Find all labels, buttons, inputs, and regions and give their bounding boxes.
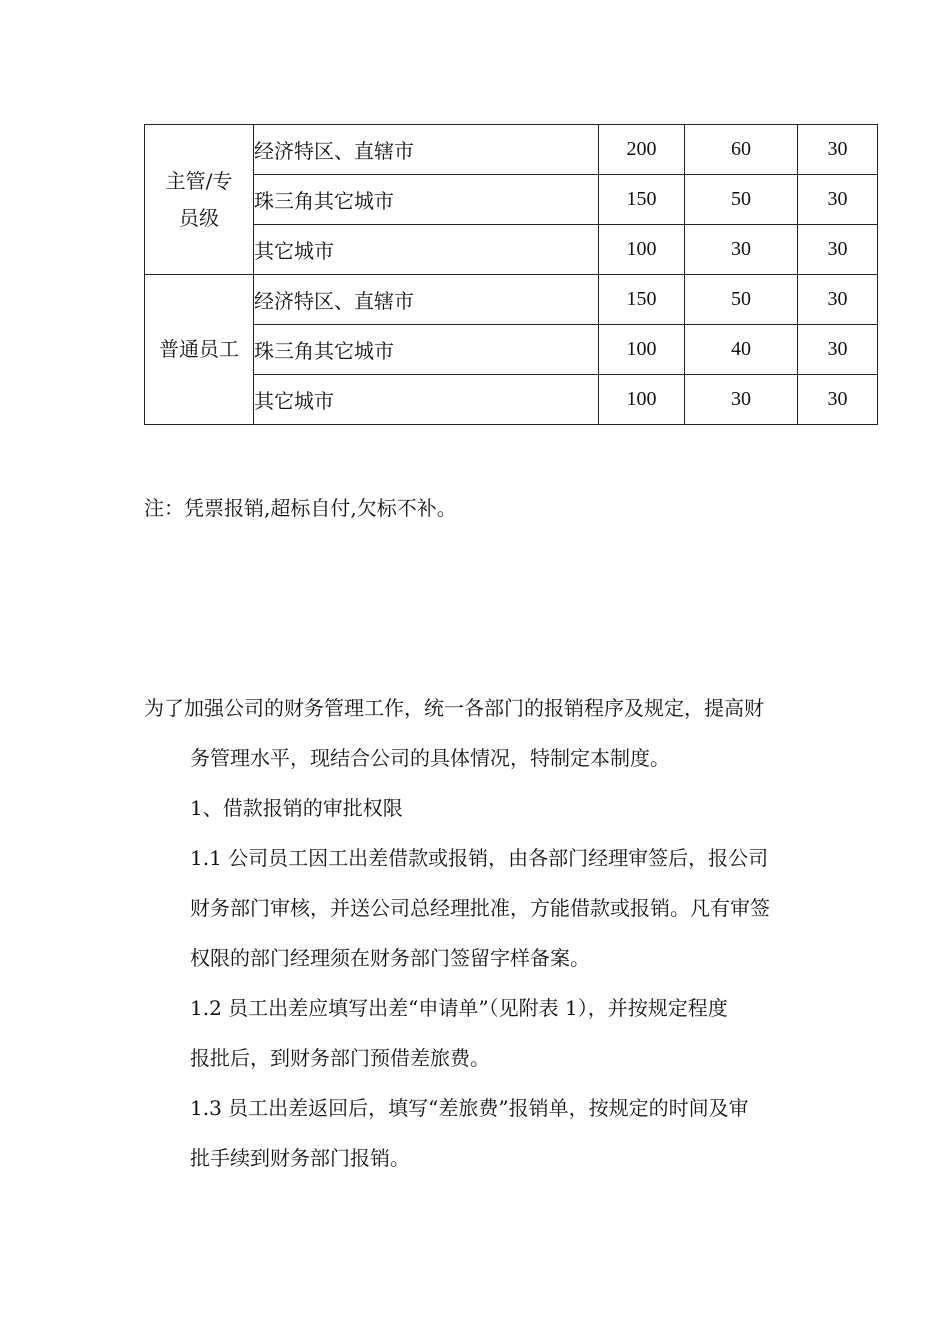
value-cell: 100: [599, 225, 685, 275]
clause-line: 1.3 员工出差返回后，填写“差旅费”报销单，按规定的时间及审: [190, 1096, 749, 1120]
value-cell: 50: [685, 275, 798, 325]
clause-line: 1.1 公司员工因工出差借款或报销，由各部门经理审签后，报公司: [190, 846, 769, 870]
region-cell: 其它城市: [254, 375, 599, 425]
value-cell: 100: [599, 325, 685, 375]
value-cell: 30: [798, 175, 878, 225]
value-cell: 30: [685, 225, 798, 275]
table-note: 注：凭票报销,超标自付,欠标不补。: [144, 496, 457, 520]
value-cell: 50: [685, 175, 798, 225]
table-row: [145, 225, 878, 275]
clause-line: 报批后，到财务部门预借差旅费。: [190, 1046, 490, 1070]
value-cell: 200: [599, 125, 685, 175]
level-label-line2: 员级: [179, 205, 219, 230]
value-cell: 30: [798, 375, 878, 425]
value-cell: 150: [599, 175, 685, 225]
level-cell-staff: [145, 275, 254, 425]
value-cell: 30: [798, 275, 878, 325]
clause-line: 1.2 员工出差应填写出差“申请单”（见附表 1），并按规定程度: [190, 996, 728, 1020]
clause-line: 权限的部门经理须在财务部门签留字样备案。: [190, 946, 590, 970]
value-cell: 30: [798, 125, 878, 175]
value-cell: 30: [798, 225, 878, 275]
region-cell: 其它城市: [254, 225, 599, 275]
value-cell: 40: [685, 325, 798, 375]
value-cell: 150: [599, 275, 685, 325]
region-cell: 经济特区、直辖市: [254, 275, 599, 325]
table-row: [145, 175, 878, 225]
value-cell: 60: [685, 125, 798, 175]
value-cell: 30: [798, 325, 878, 375]
travel-allowance-table: [144, 124, 878, 425]
table-row: [145, 375, 878, 425]
section-heading: 1、借款报销的审批权限: [190, 796, 403, 820]
clause-line: 批手续到财务部门报销。: [190, 1146, 410, 1170]
table-row: [145, 125, 878, 175]
level-cell-supervisor: [145, 125, 254, 275]
region-cell: 经济特区、直辖市: [254, 125, 599, 175]
intro-line: 务管理水平，现结合公司的具体情况，特制定本制度。: [190, 746, 670, 770]
value-cell: 100: [599, 375, 685, 425]
region-cell: 珠三角其它城市: [254, 325, 599, 375]
intro-line: 为了加强公司的财务管理工作，统一各部门的报销程序及规定，提高财: [144, 696, 764, 720]
table-row: [145, 275, 878, 325]
table-row: [145, 325, 878, 375]
level-label-line1: 主管/专: [165, 168, 233, 193]
region-cell: 珠三角其它城市: [254, 175, 599, 225]
value-cell: 30: [685, 375, 798, 425]
clause-line: 财务部门审核，并送公司总经理批准，方能借款或报销。凡有审签: [190, 896, 770, 920]
level-label-line1: 普通员工: [159, 337, 239, 361]
